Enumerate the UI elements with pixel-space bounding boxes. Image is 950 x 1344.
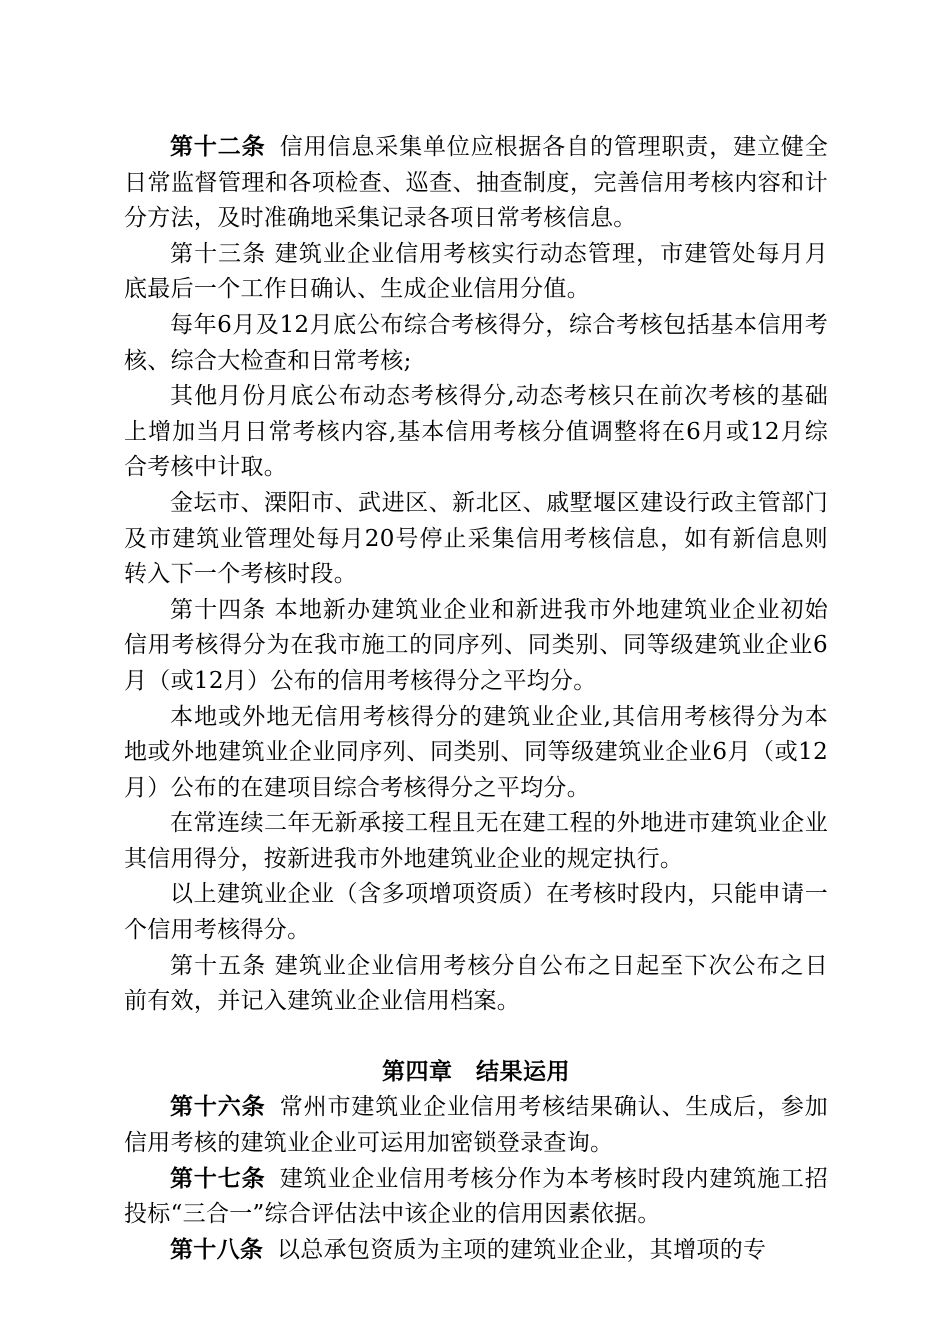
chapter-title: 第四章 结果运用	[382, 1058, 570, 1085]
article-13-para-2: 每年6月及12月底公布综合考核得分，综合考核包括基本信用考核、综合大检查和日常考核;	[124, 311, 828, 374]
article-15: 第十五条 建筑业企业信用考核分自公布之日起至下次公布之日前有效，并记入建筑业企业信用档案。	[124, 952, 828, 1015]
article-12-text: 信用信息采集单位应根据各自的管理职责，建立健全日常监督管理和各项检查、巡查、抽查制度，完善信用考核内容和计分方法，及时准确地采集记录各项日常考核信息。	[124, 134, 828, 232]
article-12-heading: 第十二条	[170, 134, 266, 160]
article-16-heading: 第十六条	[170, 1094, 266, 1121]
article-17-text: 建筑业企业信用考核分作为本考核时段内建筑施工招投标“三合一”综合评估法中该企业的信用因素依据。	[124, 1165, 828, 1228]
article-13-para-4: 金坛市、溧阳市、武进区、新北区、戚墅堰区建设行政主管部门及市建筑业管理处每月20号停止采集信用考核信息，如有新信息则转入下一个考核时段。	[124, 489, 828, 588]
article-18-text: 以总承包资质为主项的建筑业企业，其增项的专	[277, 1236, 767, 1263]
article-16	[124, 1090, 828, 1161]
article-14-para-4: 以上建筑业企业（含多项增项资质）在考核时段内，只能申请一个信用考核得分。	[124, 881, 828, 944]
article-16-text: 常州市建筑业企业信用考核结果确认、生成后，参加信用考核的建筑业企业可运用加密锁登录查询。	[124, 1094, 828, 1157]
article-17	[124, 1162, 828, 1233]
article-14-para-2: 本地或外地无信用考核得分的建筑业企业,其信用考核得分为本地或外地建筑业企业同序列、同类别、同等级建筑业企业6月（或12月）公布的在建项目综合考核得分之平均分。	[124, 703, 828, 801]
article-17-heading: 第十七条	[170, 1165, 266, 1192]
article-13-para-3: 其他月份月底公布动态考核得分,动态考核只在前次考核的基础上增加当月日常考核内容,基本信用考核分值调整将在6月或12月综合考核中计取。	[124, 383, 828, 481]
document-page	[124, 130, 828, 1268]
article-18	[124, 1233, 828, 1269]
article-13: 第十三条 建筑业企业信用考核实行动态管理，市建管处每月月底最后一个工作日确认、生成企业信用分值。	[124, 240, 828, 303]
article-18-heading: 第十八条	[170, 1236, 264, 1263]
article-12	[124, 130, 828, 237]
article-14-para-3: 在常连续二年无新承接工程且无在建工程的外地进市建筑业企业其信用得分，按新进我市外地建筑业企业的规定执行。	[124, 810, 828, 872]
article-14: 第十四条 本地新办建筑业企业和新进我市外地建筑业企业初始信用考核得分为在我市施工的同序列、同类别、同等级建筑业企业6月（或12月）公布的信用考核得分之平均分。	[124, 596, 828, 694]
